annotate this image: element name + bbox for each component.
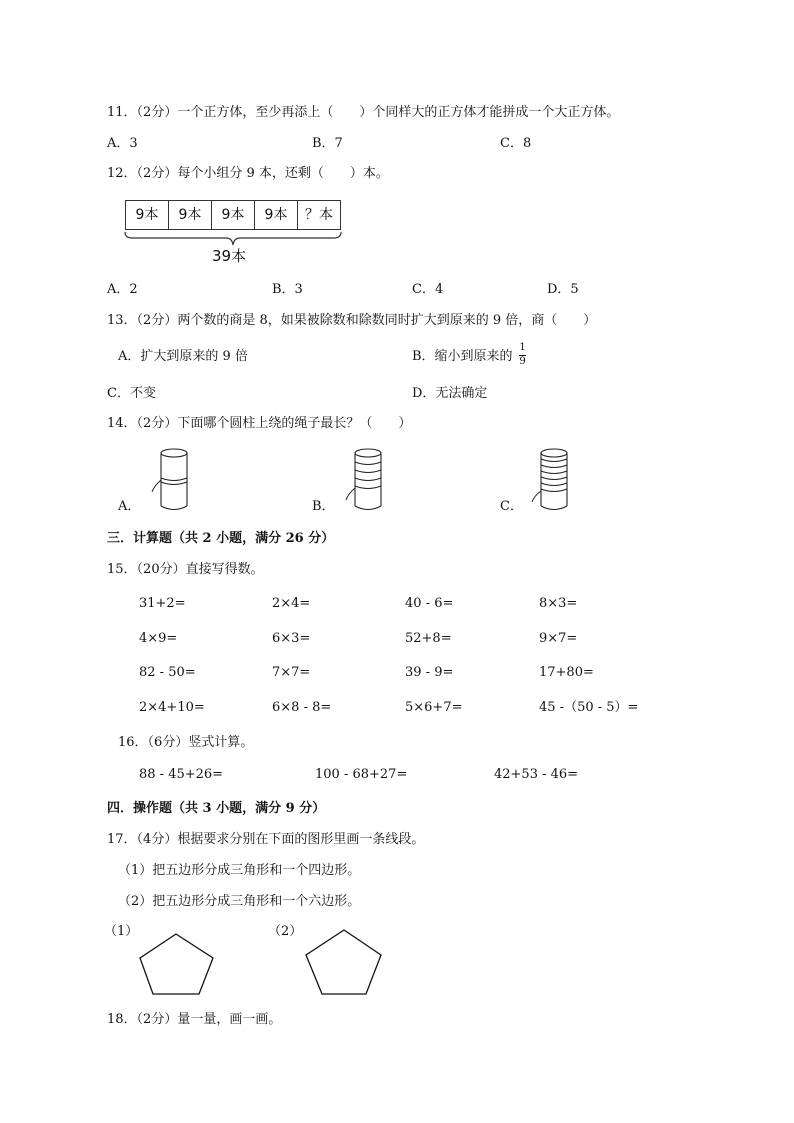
- section-3-heading: 三．计算题（共 2 小题，满分 26 分）: [107, 531, 335, 546]
- cylinder-c-icon: [526, 448, 576, 512]
- q17-sub-2: （2）把五边形分成三角形和一个六边形。: [118, 894, 361, 909]
- q12-box: 9本: [125, 200, 169, 230]
- q12-box: 9本: [168, 200, 212, 230]
- q12-option-b: B．3: [272, 282, 303, 297]
- q15-item: 7×7=: [272, 665, 311, 680]
- q15-item: 52+8=: [405, 631, 452, 646]
- q13-option-b: B．缩小到原来的: [412, 349, 513, 364]
- q15-item: 2×4=: [272, 596, 311, 611]
- q15-item: 5×6+7=: [405, 700, 463, 715]
- q12-option-c: C．4: [412, 282, 444, 297]
- q16-item: 88 - 45+26=: [139, 767, 224, 782]
- q15-item: 4×9=: [139, 631, 178, 646]
- q17-figure-2-label: （2）: [268, 924, 303, 939]
- q11-stem: 11．（2分）一个正方体，至少再添上（ ）个同样大的正方体才能拼成一个大正方体。: [107, 105, 620, 120]
- q14-stem: 14．（2分）下面哪个圆柱上绕的绳子最长？（ ）: [107, 416, 412, 431]
- q15-item: 8×3=: [539, 596, 578, 611]
- q12-box-diagram: [125, 200, 340, 230]
- q15-item: 31+2=: [139, 596, 186, 611]
- pentagon-2-icon: [304, 928, 384, 996]
- q15-item: 9×7=: [539, 631, 578, 646]
- q12-option-a: A．2: [107, 282, 138, 297]
- q16-stem: 16．（6分）竖式计算。: [118, 735, 254, 750]
- q14-option-b: B．: [312, 499, 335, 514]
- q13-fraction-denominator: 9: [519, 356, 526, 367]
- q17-stem: 17．（4分）根据要求分别在下面的图形里画一条线段。: [107, 832, 425, 847]
- pentagon-1-icon: [138, 932, 218, 996]
- q16-item: 42+53 - 46=: [494, 767, 579, 782]
- section-4-heading: 四．操作题（共 3 小题，满分 9 分）: [107, 801, 326, 816]
- q14-option-a: A．: [118, 499, 141, 514]
- q15-item: 40 - 6=: [405, 596, 454, 611]
- q12-stem: 12．（2分）每个小组分 9 本，还剩（ ）本。: [107, 166, 389, 181]
- q16-item: 100 - 68+27=: [315, 767, 408, 782]
- q15-item: 6×8 - 8=: [272, 700, 332, 715]
- q17-figure-1-label: （1）: [104, 924, 139, 939]
- q13-fraction-numerator: 1: [519, 342, 526, 353]
- q13-option-a: A．扩大到原来的 9 倍: [118, 349, 248, 364]
- q15-item: 2×4+10=: [139, 700, 205, 715]
- q15-item: 39 - 9=: [405, 665, 454, 680]
- q12-box: 9本: [254, 200, 298, 230]
- cylinder-a-icon: [146, 448, 196, 512]
- q13-stem: 13．（2分）两个数的商是 8，如果被除数和除数同时扩大到原来的 9 倍，商（ ）: [107, 313, 597, 328]
- q12-box: 9本: [211, 200, 255, 230]
- q17-sub-1: （1）把五边形分成三角形和一个四边形。: [118, 863, 361, 878]
- q11-option-b: B．7: [312, 136, 343, 151]
- cylinder-b-icon: [340, 448, 390, 512]
- q13-option-d: D．无法确定: [412, 386, 488, 401]
- q15-item: 45 -（50 - 5）=: [539, 700, 639, 715]
- q11-option-a: A．3: [107, 136, 138, 151]
- q13-option-c: C．不变: [107, 386, 156, 401]
- q14-option-c: C．: [500, 499, 523, 514]
- q12-option-d: D．5: [547, 282, 579, 297]
- q12-box: ？本: [297, 200, 341, 230]
- q15-stem: 15．（20分）直接写得数。: [107, 562, 264, 577]
- q12-total-label: 39本: [212, 247, 247, 265]
- q18-stem: 18．（2分）量一量，画一画。: [107, 1012, 282, 1027]
- q11-option-c: C．8: [500, 136, 532, 151]
- q12-brace: [124, 231, 342, 247]
- q15-item: 82 - 50=: [139, 665, 196, 680]
- q15-item: 17+80=: [539, 665, 594, 680]
- q15-item: 6×3=: [272, 631, 311, 646]
